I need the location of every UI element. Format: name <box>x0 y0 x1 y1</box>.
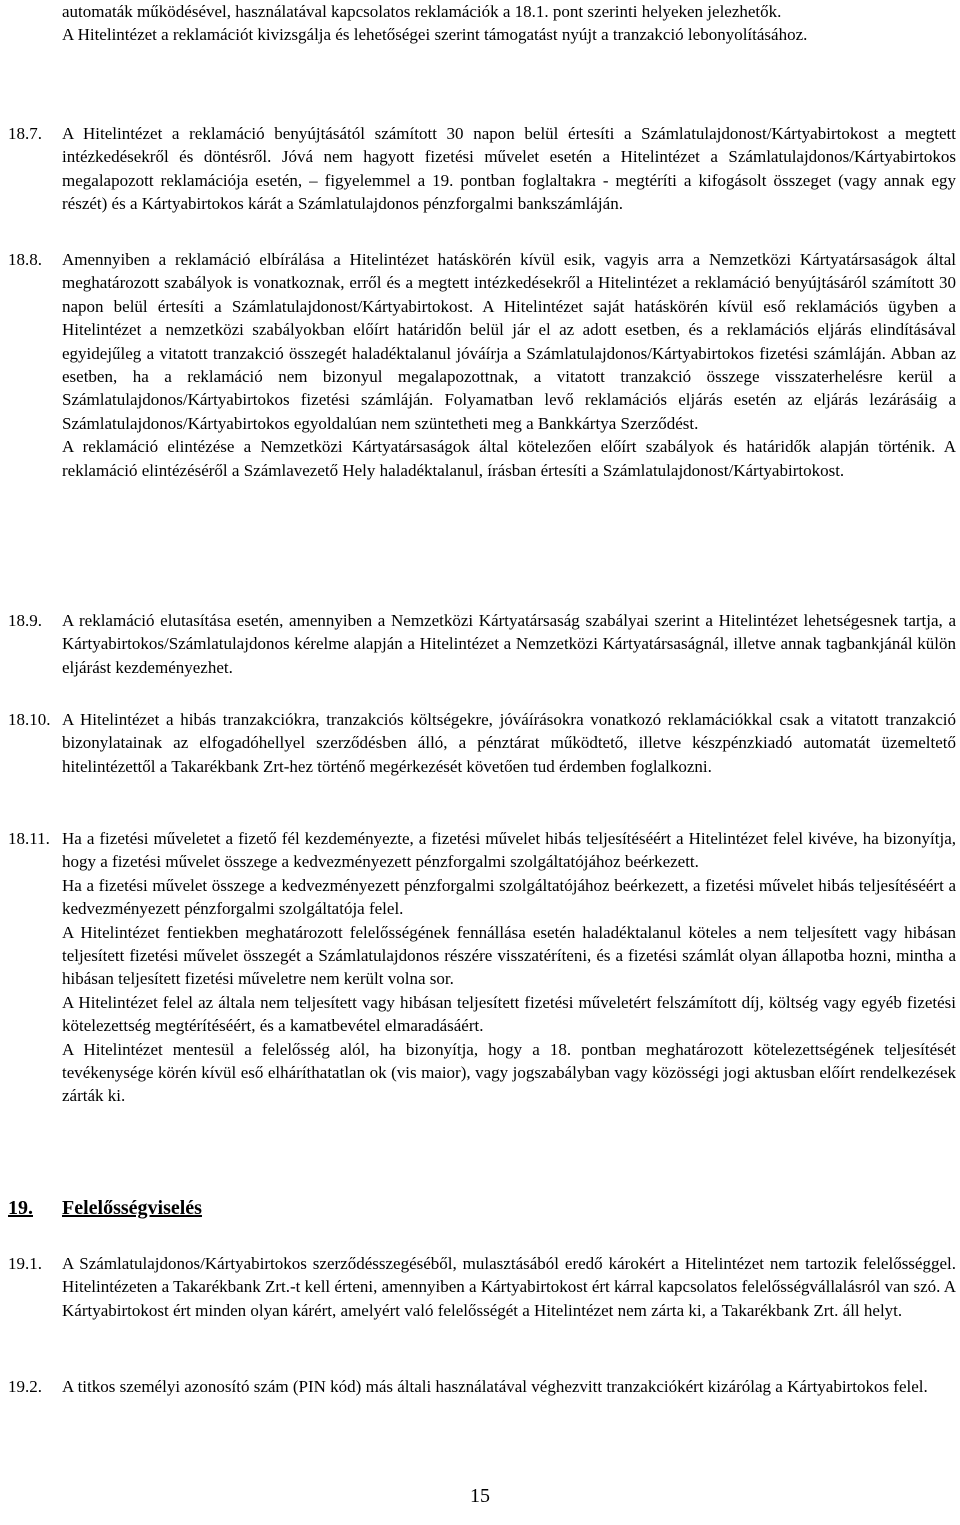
section-paragraph: A reklamáció elintézése a Nemzetközi Kártyatársaságok által kötelezően előírt szabályok és határidők alapján történik. A reklamáció elintézéséről a Számlavezető Hely haladéktalanul, írásban értesíti a Számlatulajdonost/Kártyabirtokost. <box>62 437 956 480</box>
section-number-18-9: 18.9. <box>8 611 42 630</box>
section-paragraph: Ha a fizetési művelet összege a kedvezményezett pénzforgalmi szolgáltatójához beérkezett, a fizetési művelet hibás teljesítéséért a kedvezményezett pénzforgalmi szolgáltatója felel. <box>62 875 956 919</box>
section-paragraph: A Számlatulajdonos/Kártyabirtokos szerződésszegéséből, mulasztásából eredő károkért a Hitelintézet nem tartozik felelősséggel. Hitelintézeten a Takarékbank Zrt.-t kell érteni, amennyiben a Kártyabirtokost ért kárral kapcsolatos felelősségvállalásról van szó. A Kártyabirtokost ért minden olyan kárért, amelyért való felelősségét a Hitelintézet nem zárta ki, a Takarékbank Zrt. áll helyt. <box>62 1254 956 1320</box>
section-heading <box>8 1194 202 1222</box>
heading-number: 19. <box>8 1197 33 1219</box>
section-number-18-10: 18.10. <box>8 710 51 729</box>
section-18-7 <box>62 122 956 216</box>
heading-title: Felelősségviselés <box>62 1197 202 1219</box>
page-number: 15 <box>470 1485 490 1507</box>
section-number-18-11: 18.11. <box>8 829 50 848</box>
section-paragraph: Amennyiben a reklamáció elbírálása a Hitelintézet hatáskörén kívül esik, vagyis arra a Nemzetközi Kártyatársaságok által meghatározott szabályok is vonatkoznak, erről és a megtett intézkedésekről a Hitelintézet a reklamáció benyújtásáról számított 30 napon belül értesíti a Számlatulajdonost/Kártyabirtokost. A Hitelintézet saját hatáskörén kívül eső reklamációs ügyben a Hitelintézet a nemzetközi szabályokban előírt határidőn belül jár el az adott esetben, és a reklamációs eljárás elindításával egyidejűleg a vitatott tranzakció összegét haladéktalanul jóváírja a Számlatulajdonos/Kártyabirtokos fizetési számláján. Abban az esetben, ha a reklamáció nem bizonyul megalapozottnak, a vitatott tranzakció összege visszaterhelésre kerül a Számlatulajdonos/Kártyabirtokos fizetési számláján. Folyamatban levő reklamációs eljárás esetén az eljárás lezárásáig a Számlatulajdonos/Kártyabirtokos egyoldalúan nem szüntetheti meg a Bankkártya Szerződést. <box>62 250 956 433</box>
section-paragraph: Ha a fizetési műveletet a fizető fél kezdeményezte, a fizetési művelet hibás teljesítéséért a Hitelintézet felel kivéve, ha bizonyítja, hogy a fizetési művelet összege a kedvezményezett pénzforgalmi szolgáltatójához beérkezett. <box>62 829 956 872</box>
section-paragraph: A Hitelintézet mentesül a felelősség alól, ha bizonyítja, hogy a 18. pontban meghatározott kötelezettségének teljesítését tevékenysége körén kívül eső elháríthatatlan ok (vis maior), vagy jogszabályban vagy közösségi jogi aktusban előírt rendelkezések zárták ki. <box>62 1039 956 1106</box>
section-number-19-1: 19.1. <box>8 1254 42 1273</box>
section-paragraph: A reklamáció elutasítása esetén, amennyiben a Nemzetközi Kártyatársaság szabályai szerint a Hitelintézet lehetségesnek tartja, a Kártyabirtokos/Számlatulajdonos kérelme alapján a Hitelintézet a Nemzetközi Kártyatársaságnál, illetve annak tagbankjánál külön eljárást kezdeményezhet. <box>62 611 956 677</box>
section-18-11 <box>62 827 956 1108</box>
section-18-9 <box>62 609 956 679</box>
section-paragraph: A titkos személyi azonosító szám (PIN kód) más általi használatával véghezvitt tranzakciókért kizárólag a Kártyabirtokos felel. <box>62 1377 928 1396</box>
section-paragraph: A Hitelintézet a hibás tranzakciókra, tranzakciós költségekre, jóváírásokra vonatkozó reklamációkkal csak a vitatott tranzakció bizonylatainak az elfogadóhellyel szerződésben álló, a pénztárat működtető, illetve készpénzkiadó automatát üzemeltető hitelintézettől a Takarékbank Zrt-hez történő megérkezését követően tud érdemben foglalkozni. <box>62 710 956 776</box>
intro-paragraph-2: A Hitelintézet a reklamációt kivizsgálja és lehetőségei szerint támogatást nyújt a tranzakció lebonyolításához. <box>62 25 808 45</box>
section-19-1 <box>62 1252 956 1322</box>
section-19-2 <box>62 1375 956 1398</box>
section-number-18-8: 18.8. <box>8 250 42 269</box>
section-number-19-2: 19.2. <box>8 1377 42 1396</box>
section-18-10 <box>62 708 956 778</box>
section-paragraph: A Hitelintézet a reklamáció benyújtásától számított 30 napon belül értesíti a Számlatulajdonost/Kártyabirtokost a megtett intézkedésekről és döntésről. Jóvá nem hagyott fizetési művelet esetén a Hitelintézet a Számlatulajdonos/Kártyabirtokos megalapozott reklamációja esetén, – figyelemmel a 19. pontban foglaltakra - megtéríti a kifogásolt összeget (vagy annak egy részét) és a Kártyabirtokos kárát a Számlatulajdonos pénzforgalmi bankszámláján. <box>62 124 956 214</box>
section-paragraph: A Hitelintézet felel az általa nem teljesített vagy hibásan teljesített fizetési műveletért felszámított díj, költség vagy egyéb fizetési kötelezettség megtérítéséért, és a kamatbevétel elmaradásáért. <box>62 992 956 1036</box>
intro-line-1: automaták működésével, használatával kapcsolatos reklamációk a 18.1. pont szerinti helyeken jelezhetők. <box>62 2 782 21</box>
section-number-18-7: 18.7. <box>8 124 42 143</box>
section-paragraph: A Hitelintézet fentiekben meghatározott felelősségének fennállása esetén haladéktalanul köteles a nem teljesített vagy hibásan teljesített fizetési művelet összegét a Számlatulajdonos részére visszatéríteni, és a fizetési számlát olyan állapotba hozni, mintha a hibásan teljesített fizetési műveletre nem került volna sor. <box>62 922 956 989</box>
section-18-8 <box>62 248 956 482</box>
intro-text <box>62 0 956 47</box>
